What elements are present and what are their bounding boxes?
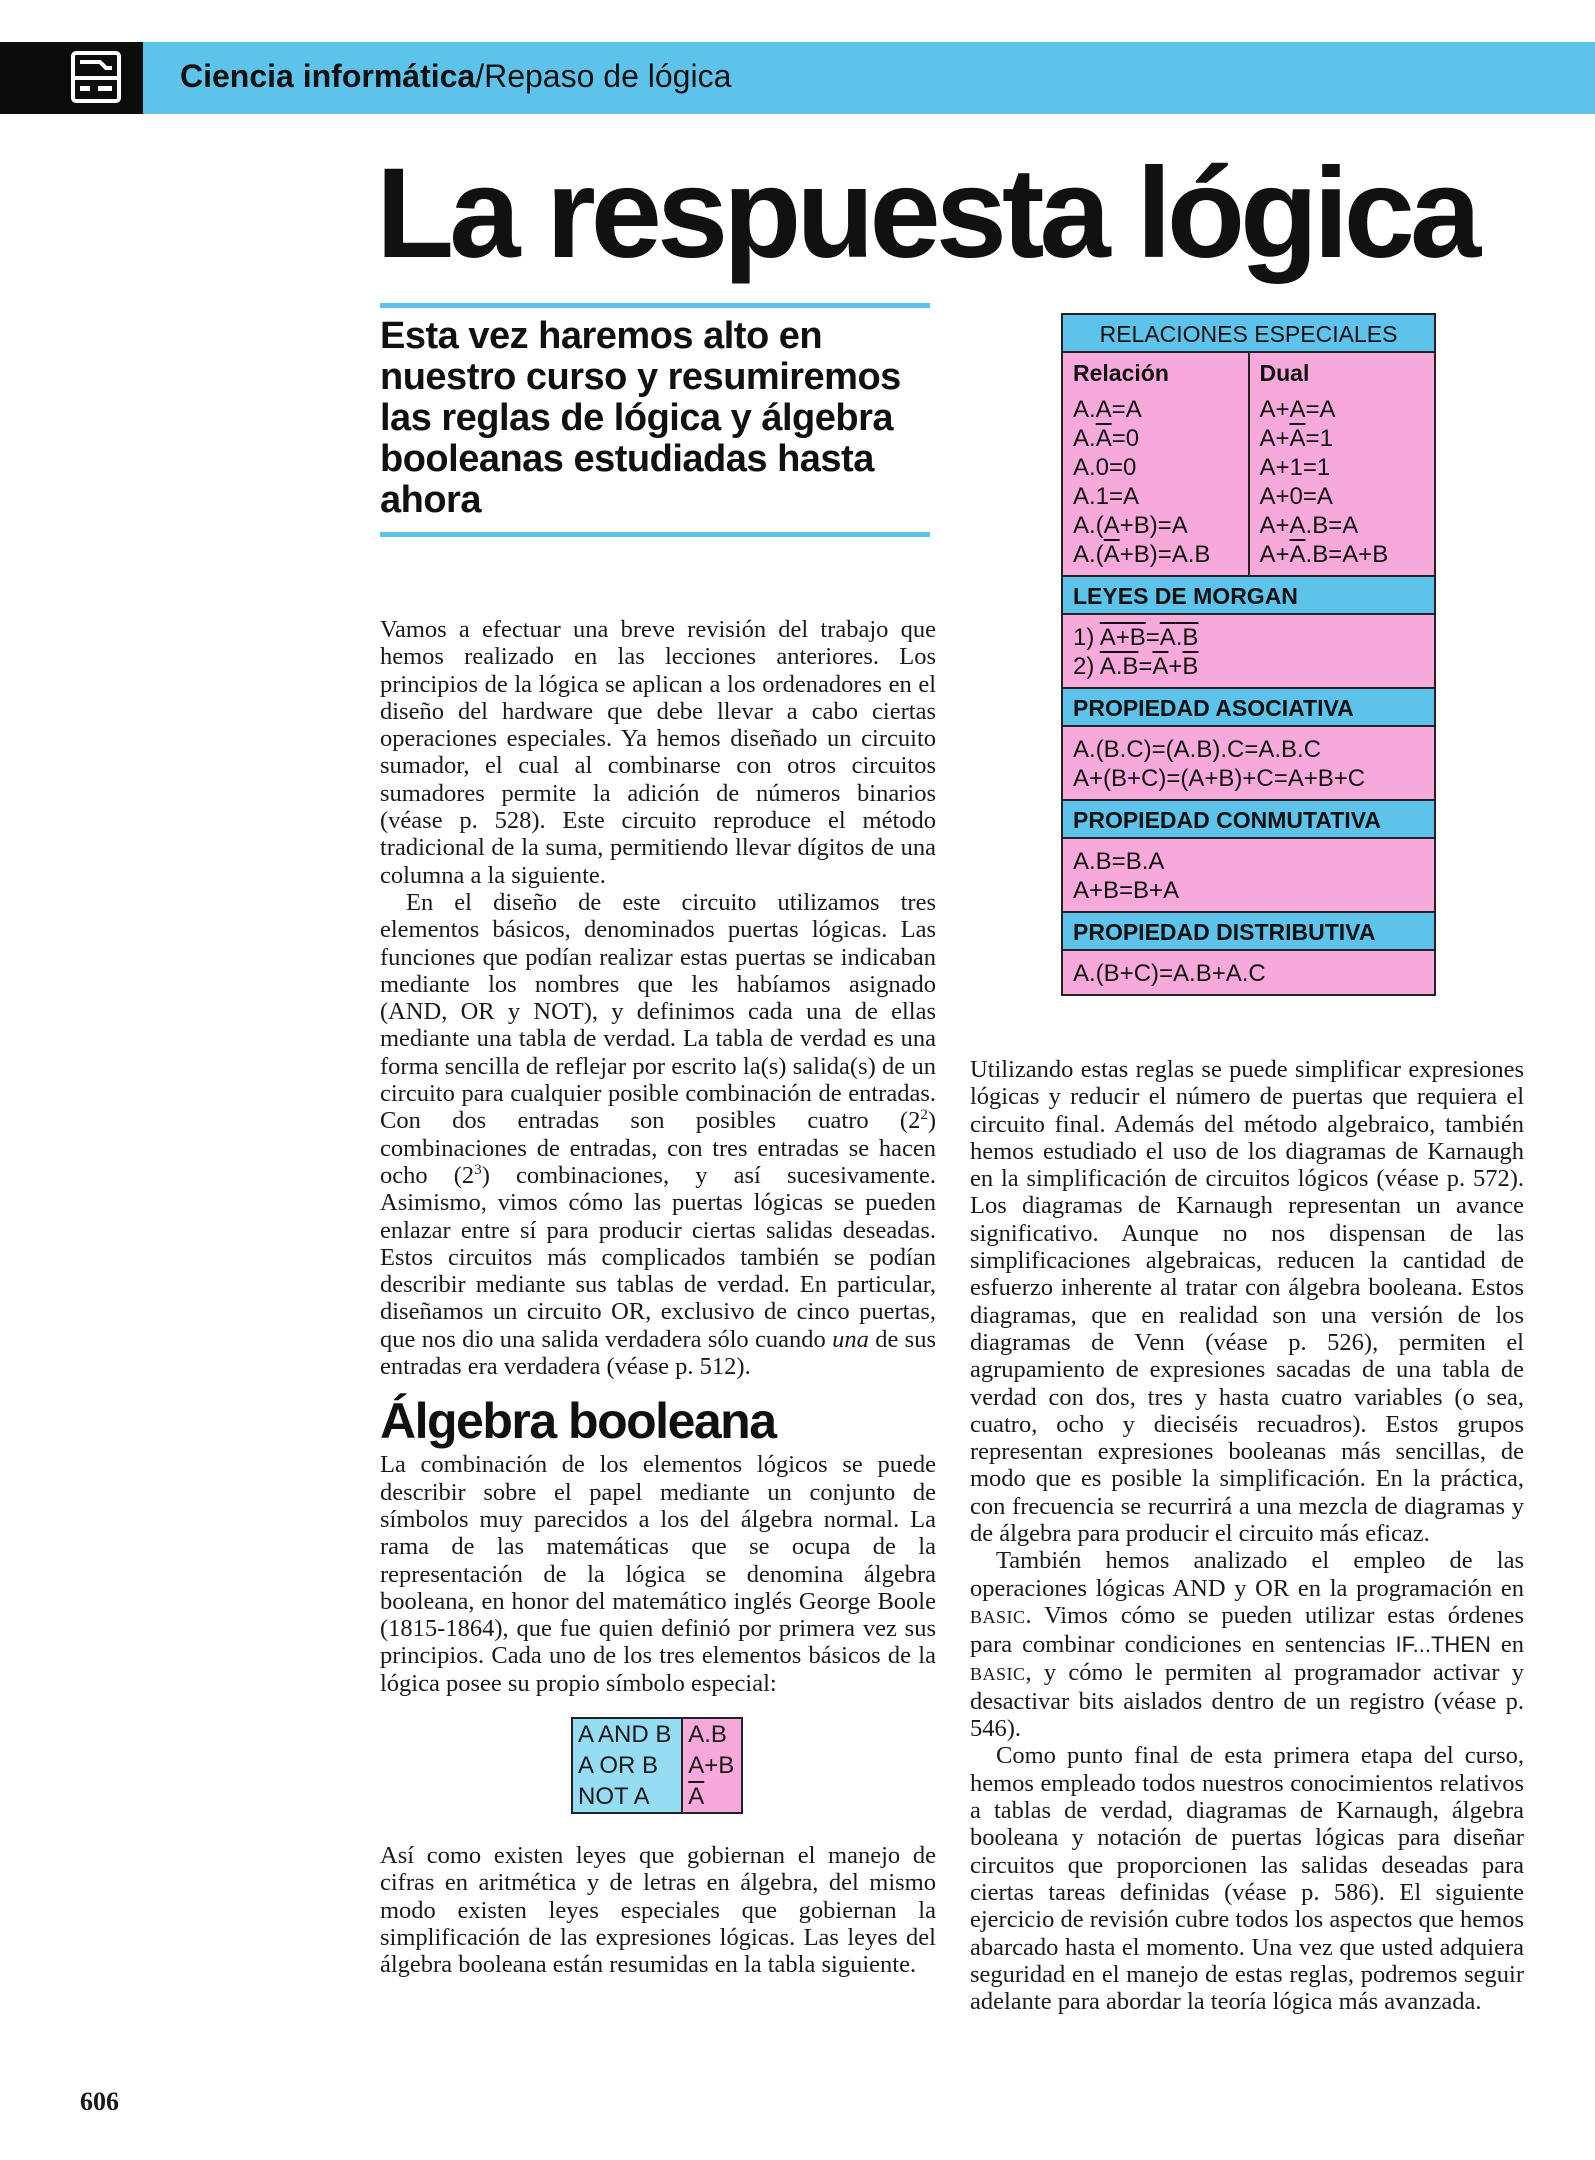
paragraph: También hemos analizado el empleo de las operaciones lógicas AND y OR en la programación en BASIC. Vimos cómo se pueden utilizar estas órdenes para combinar condiciones en sentencias IF...THEN en BASIC, y cómo le permiten al programador activar y desactivar bits aislados dentro de un registro (véase p. 546). [970,1547,1525,1743]
table-title: RELACIONES ESPECIALES [1063,315,1434,353]
symbol-value: A.B [682,1718,742,1750]
morgan-laws [1063,615,1434,689]
law-row: A.(B+C)=A.B+A.C [1073,960,1266,987]
dual-row: A+1=1 [1259,454,1331,481]
law-row: A+B=B+A [1073,877,1180,904]
table-row [572,1750,742,1781]
relation-row: A.0=0 [1073,454,1137,481]
commutative-title: PROPIEDAD CONMUTATIVA [1063,801,1434,839]
dual-column [1248,353,1435,575]
paragraph: Utilizando estas reglas se puede simplificar expresiones lógicas y reducir el número de puertas que requiera el circuito final. Además del método algebraico, también hemos estudiado el uso de los diagramas de Karnaugh en la simplificación de circuitos lógicos (véase p. 572). Los diagramas de Karnaugh representan un avance significativo. Aunque no nos dispensan de las simplificaciones algebraicas, reducen la cantidad de esfuerzo inherente al tratar con álgebra booleana. Estos diagramas, que en realidad son una versión de los diagramas de Venn (véase p. 526), permiten el agrupamiento de expresiones sacadas de una tabla de verdad con dos, tres y hasta cuatro variables (o sea, cuatro, ocho y dieciséis recuadros). Estos grupos representan expresiones booleanas más sencillas, de modo que es posible la simplificación. En la práctica, con frecuencia se recurrirá a una mezcla de diagramas y de álgebra para producir el circuito más eficaz. [970,1056,1524,1548]
commutative-laws [1063,839,1434,913]
distributive-laws [1063,951,1434,994]
dual-row: A+A=A [1259,396,1336,423]
dual-row: $A+\overline{A}.B=A+B$ [1259,541,1389,568]
section-heading: Álgebra booleana [380,1393,776,1450]
relation-row: A.(A+B)=A [1073,512,1188,539]
paragraph: Como punto final de esta primera etapa del curso, hemos empleado todos nuestros conocimientos relativos a tablas de verdad, diagramas de Karnaugh, álgebra booleana y notación de puertas lógicas para diseñar circuitos que proporcionen las salidas deseadas para ciertas tareas definidas (véase p. 586). El siguiente ejercicio de revisión cubre todos los aspectos que hemos abarcado hasta el momento. Una vez que usted adquiera seguridad en el manejo de estas reglas, podremos seguir adelante para abordar la teoría lógica más avanzada. [970,1742,1524,2016]
associative-title: PROPIEDAD ASOCIATIVA [1063,689,1434,727]
lede-text: Esta vez haremos alto en nuestro curso y resumiremos las reglas de lógica y álgebra booleanas estudiadas hasta ahora [380,315,901,521]
law-row: A.B=B.A [1073,848,1165,875]
relation-row: A.1=A [1073,483,1140,510]
section-label [180,58,731,95]
page-number: 606 [80,2087,119,2116]
paragraph: En el diseño de este circuito utilizamos tres elementos básicos, denominados puertas lógicas. Las funciones que podían realizar estas puertas se indicaban mediante los nombres que les habíamos asignado (AND, OR y NOT), y definimos cada una de ellas mediante una tabla de verdad. La tabla de verdad es una forma sencilla de reflejar por escrito la(s) salida(s) de un circuito para cualquier posible combinación de entradas. Con dos entradas son posibles cuatro $(2^2)$ combinaciones de entradas, con tres entradas se hacen ocho $(2^3)$ combinaciones, y así sucesivamente. Asimismo, vimos cómo las puertas lógicas se pueden enlazar entre sí para producir ciertas salidas deseadas. Estos circuitos más complicados también se podían describir mediante sus tablas de verdad. En particular, diseñamos un circuito OR, exclusivo de cinco puertas, que nos dio una salida verdadera sólo cuando una de sus entradas era verdadera (véase p. 512). [380,888,936,1381]
associative-laws [1063,727,1434,801]
column-header: Relación [1073,360,1169,386]
symbol-name: A OR B [572,1750,682,1781]
symbol-value: A+B [682,1750,742,1781]
computer-icon [70,50,122,104]
left-column [380,616,936,1978]
law-row: A.(B.C)=(A.B).C=A.B.C [1073,736,1322,763]
right-column [970,1056,1524,2015]
law-row: A+(B+C)=(A+B)+C=A+B+C [1073,765,1366,792]
column-header: Dual [1259,360,1310,386]
page-title: La respuesta lógica [376,142,1477,285]
distributive-title: PROPIEDAD DISTRIBUTIVA [1063,913,1434,951]
relation-row: $A.(\overline{A}+B)=A.B$ [1073,541,1211,568]
relation-row: A.A=A [1073,396,1142,423]
section-label-bold: Ciencia informática [180,58,476,94]
dual-row: A+0=A [1259,483,1333,510]
lede-top-rule [380,303,930,308]
lede-bottom-rule [380,532,930,537]
dual-row: $A+\overline{A}=1$ [1259,425,1333,452]
symbol-value: $\overline{A}$ [682,1781,742,1813]
symbol-table [571,1717,743,1814]
table-row [572,1718,742,1750]
symbol-name: A AND B [572,1718,682,1750]
section-label-rest: /Repaso de lógica [475,58,732,94]
dual-row: A+A.B=A [1259,512,1359,539]
relation-row: $A.\overline{A}=0$ [1073,425,1140,452]
symbol-name: NOT A [572,1781,682,1813]
morgan-title: LEYES DE MORGAN [1063,577,1434,615]
relations-grid [1063,353,1434,577]
law-row: 1) $A+B=\overline{A}.\overline{B}$ [1073,624,1199,651]
relation-column [1063,353,1248,575]
table-row [572,1781,742,1813]
special-relations-table [1061,313,1436,996]
paragraph: Así como existen leyes que gobiernan el manejo de cifras en aritmética y de letras en álgebra, del mismo modo existen leyes especiales que gobiernan la simplificación de las expresiones lógicas. Las leyes del álgebra booleana están resumidas en la tabla siguiente. [380,1841,936,1979]
paragraph: Vamos a efectuar una breve revisión del trabajo que hemos realizado en las lecciones anteriores. Los principios de la lógica se aplican a los ordenadores en el diseño del hardware que debe llevar a cabo ciertas operaciones especiales. Ya hemos diseñado un circuito sumador, el cual al combinarse con otros circuitos sumadores permite la adición de números binarios (véase p. 528). Este circuito reproduce el método tradicional de la suma, permitiendo llevar dígitos de una columna a la siguiente. [380,616,936,889]
paragraph: La combinación de los elementos lógicos se puede describir sobre el papel mediante un conjunto de símbolos muy parecidos a los del álgebra normal. La rama de las matemáticas que se ocupa de la representación de la lógica se denomina álgebra booleana, en honor del matemático inglés George Boole (1815-1864), que fue quien definió por primera vez sus principios. Cada uno de los tres elementos básicos de la lógica posee su propio símbolo especial: [380,1451,936,1697]
law-row: 2) $A.B=\overline{A}+\overline{B}$ [1073,653,1199,680]
